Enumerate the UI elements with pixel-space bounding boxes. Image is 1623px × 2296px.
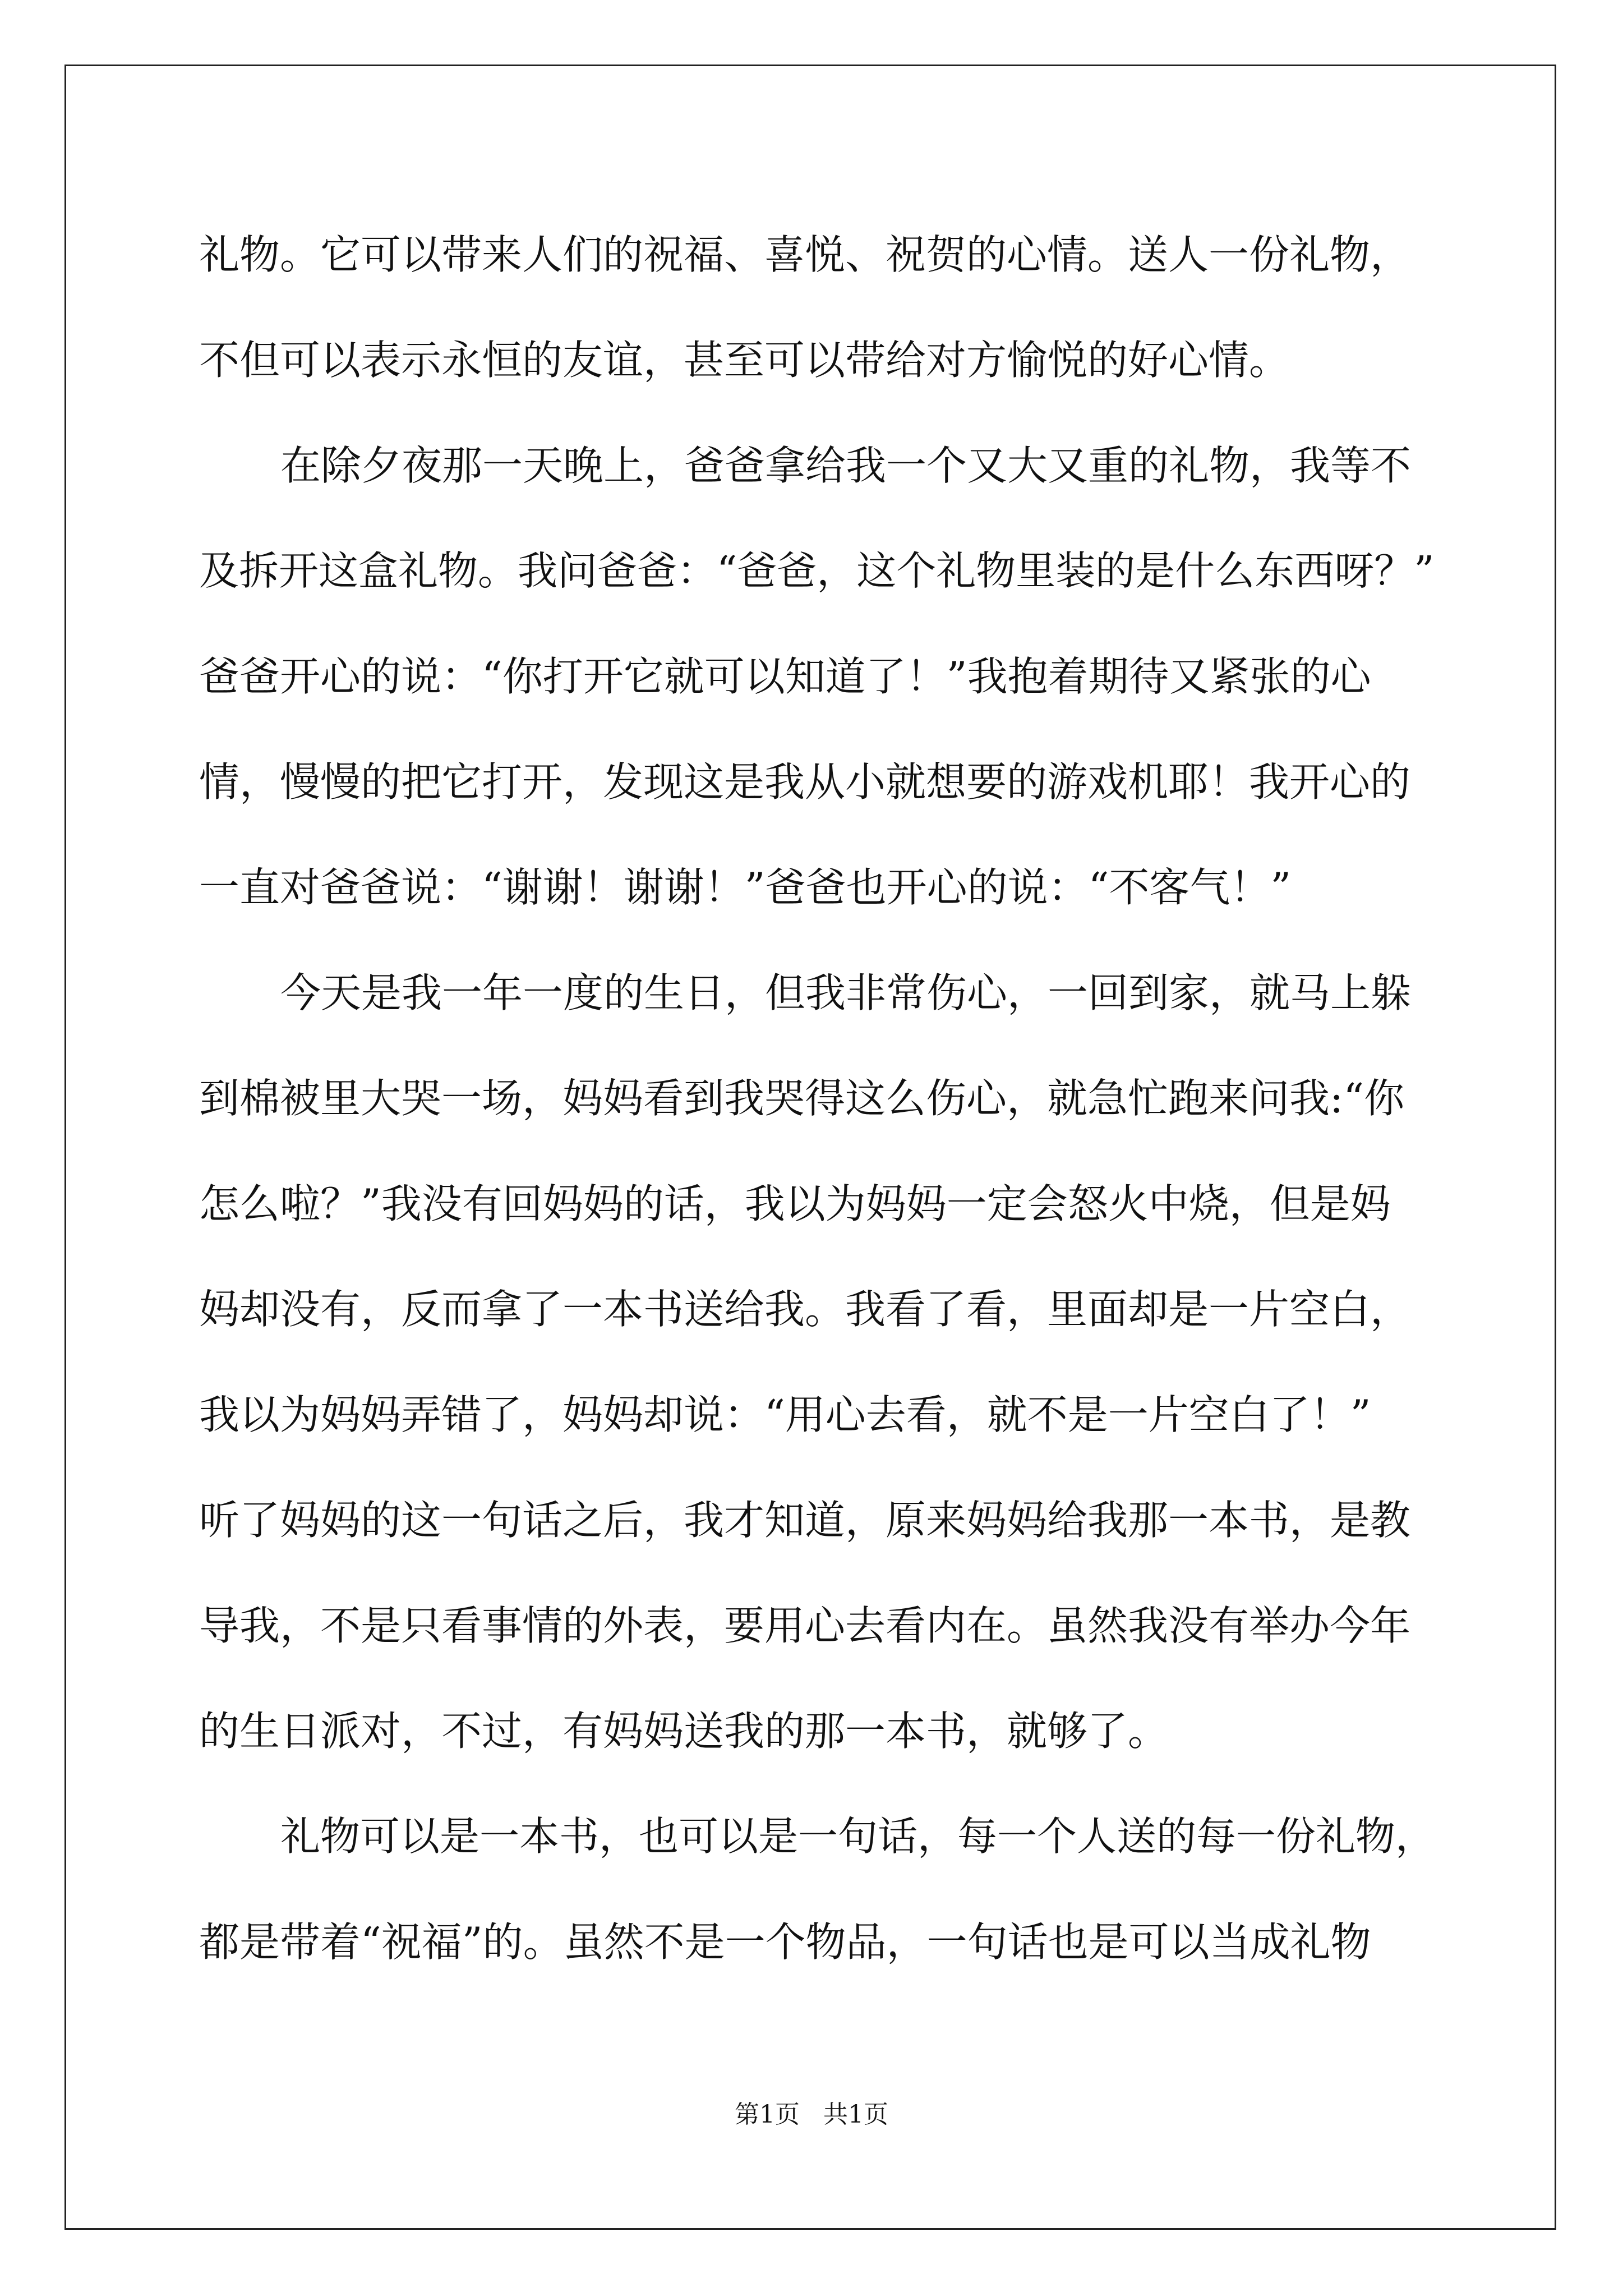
text-line: 及拆开这盒礼物。我问爸爸：“爸爸，这个礼物里装的是什么东西呀？” <box>199 547 1435 594</box>
text-line: 都是带着“祝福”的。虽然不是一个物品，一句话也是可以当成礼物 <box>199 1918 1371 1966</box>
text-line: 今天是我一年一度的生日，但我非常伤心，一回到家，就马上躲 <box>280 969 1412 1016</box>
text-line: 一直对爸爸说：“谢谢！谢谢！”爸爸也开心的说：“不客气！” <box>199 864 1292 911</box>
text-line: 情，慢慢的把它打开，发现这是我从小就想要的游戏机耶！我开心的 <box>199 758 1411 806</box>
text-line: 导我，不是只看事情的外表，要用心去看内在。虽然我没有举办今年 <box>199 1602 1411 1649</box>
text-line: 礼物可以是一本书，也可以是一句话，每一个人送的每一份礼物， <box>280 1813 1436 1860</box>
text-line: 我以为妈妈弄错了，妈妈却说：“用心去看，就不是一片空白了！” <box>199 1391 1371 1438</box>
text-line: 在除夕夜那一天晚上，爸爸拿给我一个又大又重的礼物，我等不 <box>280 442 1412 489</box>
text-line: 听了妈妈的这一句话之后，我才知道，原来妈妈给我那一本书，是教 <box>199 1497 1411 1544</box>
text-line: 的生日派对，不过，有妈妈送我的那一本书，就够了。 <box>199 1708 1169 1755</box>
text-line: 礼物。它可以带来人们的祝福、喜悦、祝贺的心情。送人一份礼物， <box>199 231 1411 278</box>
document-body <box>199 202 1436 1995</box>
text-line: 到棉被里大哭一场，妈妈看到我哭得这么伤心，就急忙跑来问我:“你 <box>199 1075 1405 1122</box>
page-number-label: 第1页 共1页 <box>735 2100 888 2129</box>
text-line: 不但可以表示永恒的友谊，甚至可以带给对方愉悦的好心情。 <box>199 337 1290 384</box>
text-line: 妈却没有，反而拿了一本书送给我。我看了看，里面却是一片空白， <box>199 1286 1411 1333</box>
text-line: 爸爸开心的说：“你打开它就可以知道了！”我抱着期待又紧张的心 <box>199 653 1371 700</box>
page-footer <box>0 2098 1623 2132</box>
text-line: 怎么啦？”我没有回妈妈的话，我以为妈妈一定会怒火中烧，但是妈 <box>199 1180 1391 1227</box>
